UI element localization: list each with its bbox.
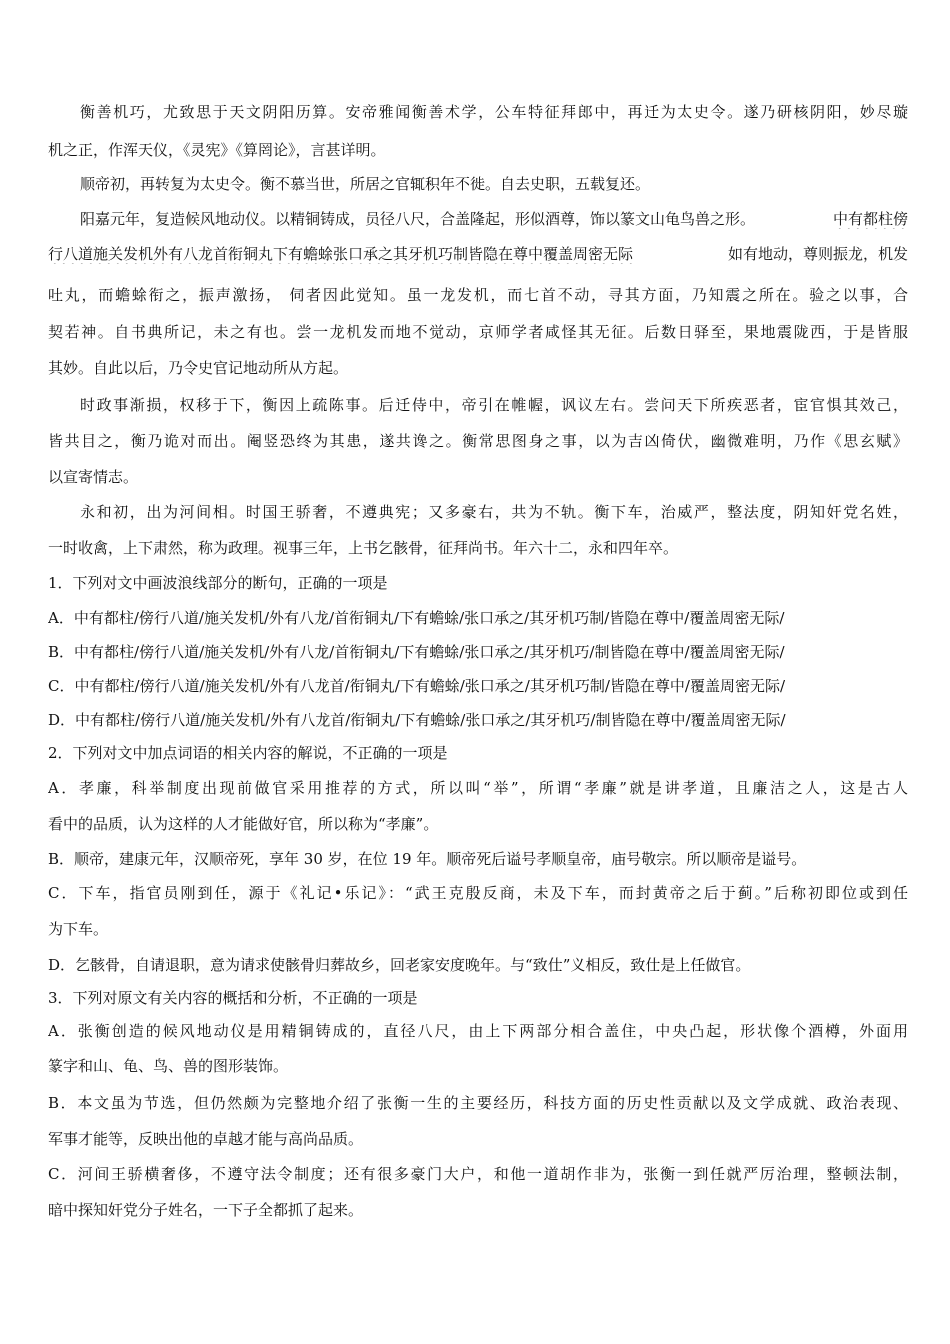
passage-paragraph-2: 顺帝初，再转复为太史令。衡不慕当世，所居之官辄积年不徙。自去史职，五载复还。 (80, 175, 651, 193)
question-3-option-c-line-2: 暗中探知奸党分子姓名，一下子全都抓了起来。 (48, 1201, 364, 1219)
question-2-option-d: D．乞骸骨，自请退职，意为请求使骸骨归葬故乡，回老家安度晚年。与“致仕”义相反，致仕是上任做官。 (48, 956, 751, 974)
question-2-option-b: B．顺帝，建康元年，汉顺帝死，享年 30 岁，在位 19 年。顺帝死后谥号孝顺皇帝，庙号敬宗。所以顺帝是谥号。 (48, 850, 807, 868)
question-1-option-c: C．中有都柱/傍行八道/施关发机/外有八龙首/衔铜丸/下有蟾蜍/张口承之/其牙机巧制/皆隐在尊中/覆盖周密无际/ (48, 677, 786, 695)
question-3-option-a-line-2: 篆字和山、龟、鸟、兽的图形装饰。 (48, 1057, 289, 1075)
question-3-option-b-line-2: 军事才能等，反映出他的卓越才能与高尚品质。 (48, 1130, 364, 1148)
question-1-stem: 1．下列对文中画波浪线部分的断句，正确的一项是 (48, 574, 388, 592)
passage-paragraph-1-line-1: 衡善机巧，尤致思于天文阴阳历算。安帝雅闻衡善术学，公车特征拜郎中，再迁为太史令。遂乃研核阴阳，妙尽璇 (80, 103, 908, 121)
passage-paragraph-3-line-3: 吐丸，而蟾蜍衔之，振声激扬， 伺者因此觉知。虽一龙发机，而七首不动，寻其方面，乃知震之所在。验之以事，合 (48, 286, 908, 304)
passage-paragraph-3-line-4: 契若神。自书典所记，未之有也。尝一龙机发而地不觉动，京师学者咸怪其无征。后数日驿至，果地震陇西，于是皆服 (48, 323, 908, 341)
question-3-option-b-line-1: B．本文虽为节选，但仍然颇为完整地介绍了张衡一生的主要经历，科技方面的历史性贡献以及文学成就、政治表现、 (48, 1094, 908, 1112)
passage-paragraph-3-line-1 (80, 209, 908, 229)
question-3-stem: 3．下列对原文有关内容的概括和分析，不正确的一项是 (48, 989, 418, 1007)
passage-paragraph-5-line-1: 永和初，出为河间相。时国王骄奢，不遵典宪；又多豪右，共为不轨。衡下车，治威严，整法度，阴知奸党名姓， (80, 503, 908, 521)
question-2-option-a-line-1: A．孝廉，科举制度出现前做官采用推荐的方式，所以叫“举”，所谓“孝廉”就是讲孝道，且廉洁之人，这是古人 (48, 779, 908, 797)
wavy-underlined-sentence-start: 中有都柱傍 (832, 210, 908, 228)
question-2-option-a-line-2: 看中的品质，认为这样的人才能做好官，所以称为“孝廉”。 (48, 815, 439, 833)
passage-paragraph-3-line-2 (48, 244, 908, 264)
question-1-option-d: D．中有都柱/傍行八道/施关发机/外有八龙首/衔铜丸/下有蟾蜍/张口承之/其牙机巧/制皆隐在尊中/覆盖周密无际/ (48, 711, 786, 729)
passage-text: 如有地动，尊则振龙，机发 (727, 245, 908, 263)
passage-paragraph-4-line-3: 以宣寄情志。 (48, 468, 139, 486)
question-3-option-a-line-1: A．张衡创造的候风地动仪是用精铜铸成的，直径八尺，由上下两部分相合盖住，中央凸起，形状像个酒樽，外面用 (48, 1022, 908, 1040)
question-1-option-b: B．中有都柱/傍行八道/施关发机/外有八龙/首衔铜丸/下有蟾蜍/张口承之/其牙机巧/制皆隐在尊中/覆盖周密无际/ (48, 643, 785, 661)
passage-paragraph-3-line-5: 其妙。自此以后，乃令史官记地动所从方起。 (48, 359, 349, 377)
question-3-option-c-line-1: C．河间王骄横奢侈，不遵守法令制度；还有很多豪门大户，和他一道胡作非为，张衡一到任就严厉治理，整顿法制， (48, 1165, 908, 1183)
passage-paragraph-5-line-2: 一时收禽，上下肃然，称为政理。视事三年，上书乞骸骨，征拜尚书。年六十二，永和四年卒。 (48, 539, 679, 557)
wavy-underlined-sentence: 行八道施关发机外有八龙首衔铜丸下有蟾蜍张口承之其牙机巧制皆隐在尊中覆盖周密无际 (48, 245, 634, 263)
question-1-option-a: A．中有都柱/傍行八道/施关发机/外有八龙/首衔铜丸/下有蟾蜍/张口承之/其牙机巧制/皆隐在尊中/覆盖周密无际/ (48, 609, 785, 627)
passage-text: 阳嘉元年，复造候风地动仪。以精铜铸成，员径八尺，合盖隆起，形似酒尊，饰以篆文山龟鸟兽之形。 (80, 210, 756, 228)
passage-paragraph-4-line-2: 皆共目之，衡乃诡对而出。阉竖恐终为其患，遂共谗之。衡常思图身之事，以为吉凶倚伏，幽微难明，乃作《思玄赋》 (48, 432, 908, 450)
passage-paragraph-1-line-2: 机之正，作浑天仪，《灵宪》《算罔论》，言甚详明。 (48, 141, 386, 159)
passage-paragraph-4-line-1: 时政事渐损，权移于下，衡因上疏陈事。后迁侍中，帝引在帷幄，讽议左右。尝问天下所疾恶者，宦官惧其效己， (80, 396, 908, 414)
question-2-option-c-line-2: 为下车。 (48, 920, 109, 938)
question-2-option-c-line-1: C．下车，指官员刚到任，源于《礼记•乐记》：“武王克殷反商，未及下车，而封黄帝之后于蓟。”后称初即位或到任 (48, 884, 908, 902)
question-2-stem: 2．下列对文中加点词语的相关内容的解说，不正确的一项是 (48, 744, 448, 762)
